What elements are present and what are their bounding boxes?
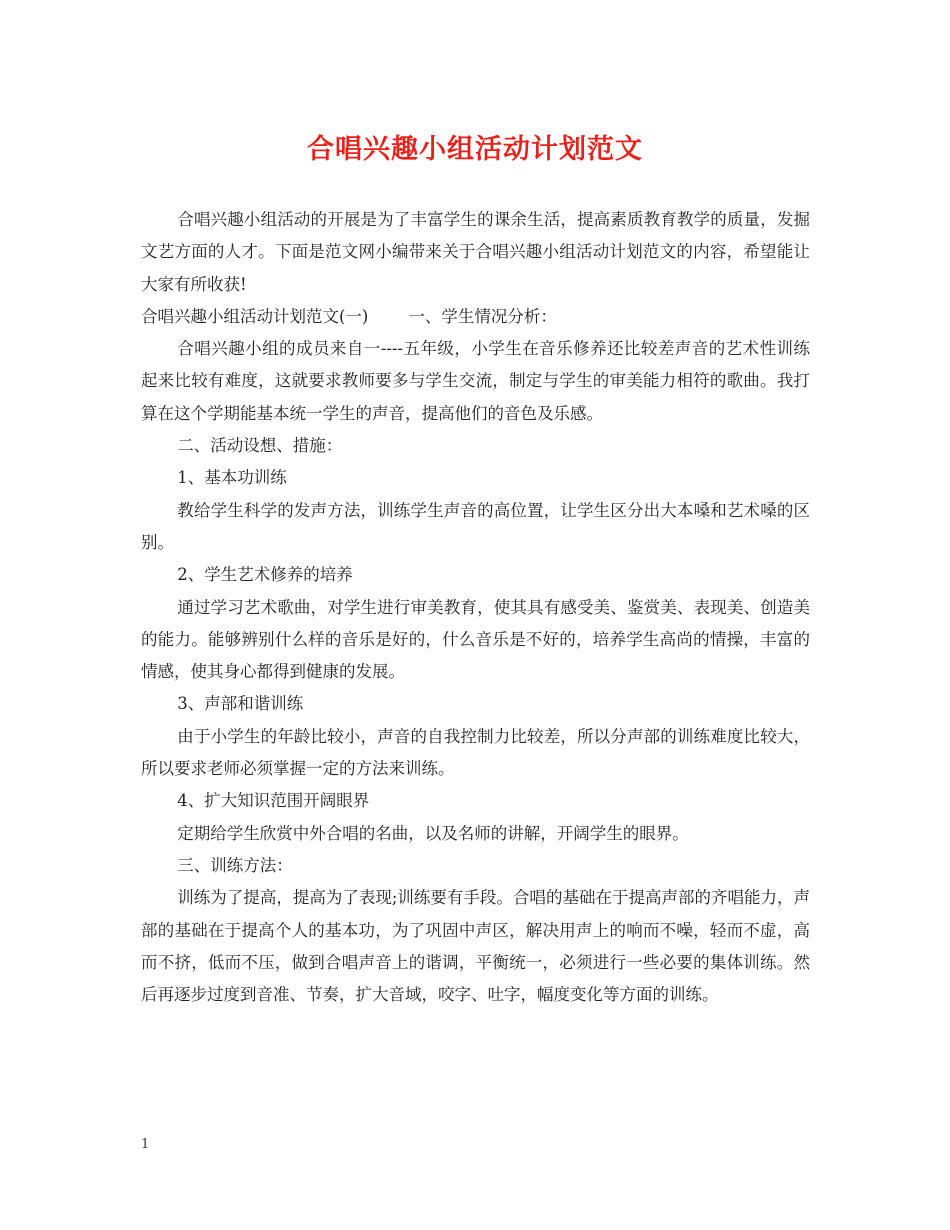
- section3-paragraph: 训练为了提高，提高为了表现;训练要有手段。合唱的基础在于提高声部的齐唱能力，声部的基础在于提高个人的基本功，为了巩固中声区，解决用声上的响而不噪，轻而不虚，高而不挤，低而不压，做到合唱声音上的谐调，平衡统一，必须进行一些必要的集体训练。然后再逐步过度到音准、节奏，扩大音域，咬字、吐字，幅度变化等方面的训练。: [141, 888, 810, 1005]
- section-title-line: [141, 301, 810, 333]
- item2-heading: 2、学生艺术修养的培养: [177, 565, 353, 585]
- item1-paragraph: 教给学生科学的发声方法，训练学生声音的高位置，让学生区分出大本嗓和艺术嗓的区别。: [141, 500, 810, 552]
- item3-heading: 3、声部和谐训练: [177, 694, 304, 714]
- item3-paragraph: 由于小学生的年龄比较小，声音的自我控制力比较差，所以分声部的训练难度比较大，所以要求老师必须掌握一定的方法来训练。: [141, 726, 810, 779]
- item1-heading: 1、基本功训练: [177, 468, 287, 488]
- page-number: 1: [141, 1137, 150, 1152]
- section-title: 合唱兴趣小组活动计划范文(一): [141, 306, 369, 326]
- item4-heading: 4、扩大知识范围开阔眼界: [177, 791, 370, 811]
- section1-paragraph: 合唱兴趣小组的成员来自一----五年级，小学生在音乐修养还比较差声音的艺术性训练起来比较有难度，这就要求教师要多与学生交流，制定与学生的审美能力相符的歌曲。我打算在这个学期能基本统一学生的声音，提高他们的音色及乐感。: [141, 339, 810, 423]
- item2-paragraph: 通过学习艺术歌曲，对学生进行审美教育，使其具有感受美、鉴赏美、表现美、创造美的能力。能够辨别什么样的音乐是好的，什么音乐是不好的，培养学生高尚的情操，丰富的情感，使其身心都得到健康的发展。: [141, 597, 810, 682]
- document-title: 合唱兴趣小组活动计划范文: [307, 134, 643, 165]
- section2-heading: 二、活动设想、措施：: [177, 436, 343, 456]
- document-body: [141, 204, 810, 1011]
- section1-heading: 一、学生情况分析：: [408, 306, 557, 326]
- section3-heading: 三、训练方法：: [177, 855, 293, 875]
- intro-paragraph: 合唱兴趣小组活动的开展是为了丰富学生的课余生活，提高素质教育教学的质量，发掘文艺方面的人才。下面是范文网小编带来关于合唱兴趣小组活动计划范文的内容，希望能让大家有所收获!: [141, 210, 810, 294]
- item4-paragraph: 定期给学生欣赏中外合唱的名曲，以及名师的讲解，开阔学生的眼界。: [177, 823, 689, 843]
